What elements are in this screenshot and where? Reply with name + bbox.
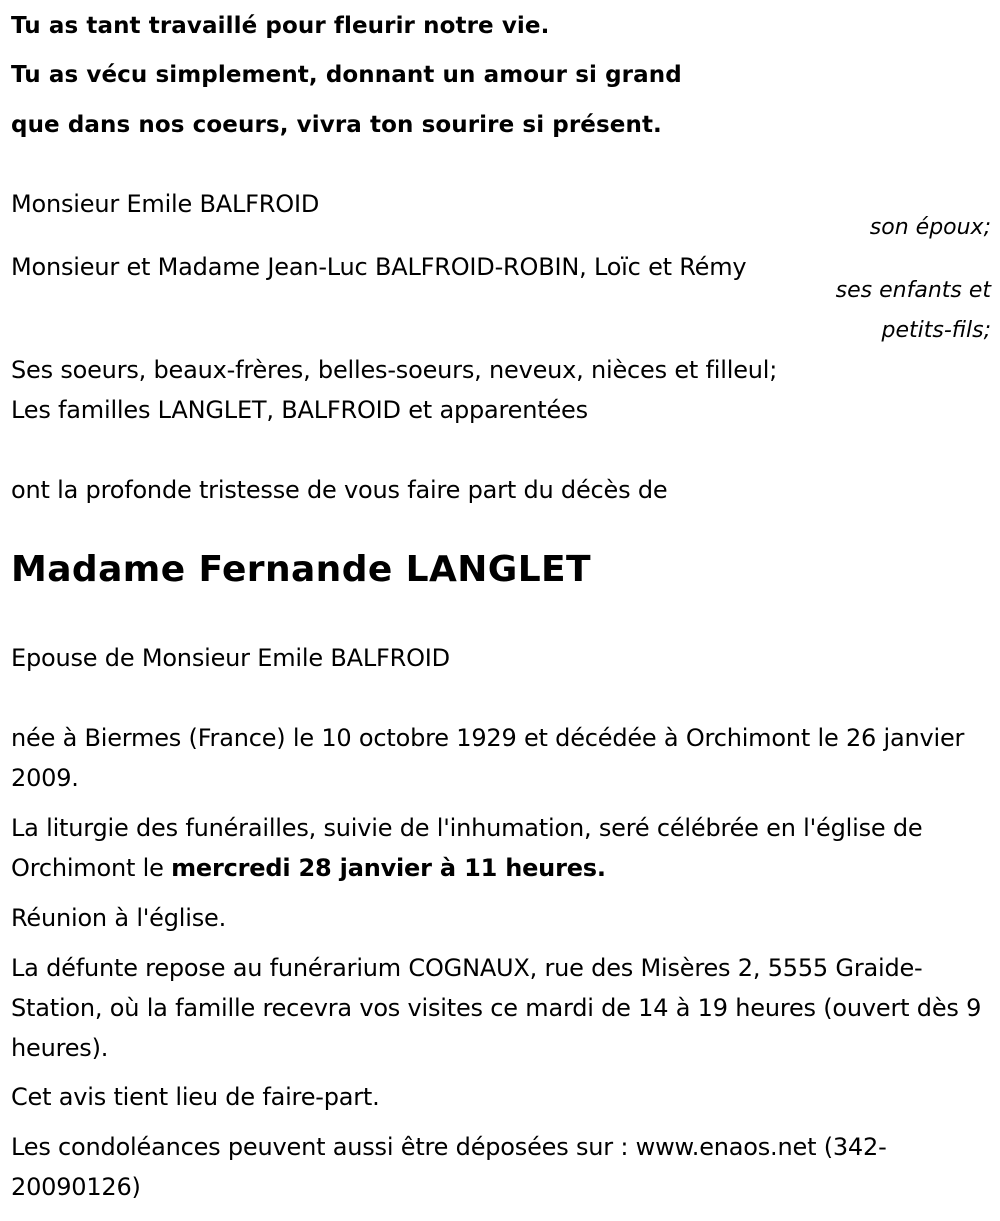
- poem-line-2: Tu as vécu simplement, donnant un amour si grand: [11, 62, 682, 88]
- siblings-line: Ses soeurs, beaux-frères, belles-soeurs, neveux, nièces et filleul;: [11, 356, 778, 384]
- announcement-text: ont la profonde tristesse de vous faire part du décès de: [11, 476, 668, 504]
- notice-text: Cet avis tient lieu de faire-part.: [11, 1083, 380, 1111]
- deceased-name: Madame Fernande LANGLET: [11, 549, 591, 590]
- funeral-home-text: La défunte repose au funérarium COGNAUX, rue des Misères 2, 5555 Graide-Station, où la famille recevra vos visites ce mardi de 14 à 19 heures (ouvert dès 9 heures).: [11, 954, 982, 1062]
- condolences-text: Les condoléances peuvent aussi être déposées sur : www.enaos.net (342-20090126): [11, 1133, 887, 1201]
- spouse-name: Monsieur Emile BALFROID: [11, 190, 320, 218]
- children-role-line-1: ses enfants et: [835, 278, 991, 303]
- children-role-line-2: petits-fils;: [881, 318, 991, 343]
- liturgy-date: mercredi 28 janvier à 11 heures.: [171, 854, 606, 882]
- poem-line-3: que dans nos coeurs, vivra ton sourire si présent.: [11, 112, 662, 138]
- spouse-role: son époux;: [869, 215, 991, 240]
- meeting-text: Réunion à l'église.: [11, 904, 227, 932]
- children-names: Monsieur et Madame Jean-Luc BALFROID-ROBIN, Loïc et Rémy: [11, 253, 747, 281]
- spouse-of-text: Epouse de Monsieur Emile BALFROID: [11, 644, 450, 672]
- poem-line-1: Tu as tant travaillé pour fleurir notre vie.: [11, 13, 550, 39]
- liturgy-text: [11, 808, 991, 888]
- families-line: Les familles LANGLET, BALFROID et apparentées: [11, 396, 588, 424]
- birth-death-text: née à Biermes (France) le 10 octobre 1929 et décédée à Orchimont le 26 janvier 2009.: [11, 724, 965, 792]
- liturgy-prefix: La liturgie des funérailles, suivie de l'inhumation, seré célébrée en l'église de Orchimont le: [11, 814, 923, 882]
